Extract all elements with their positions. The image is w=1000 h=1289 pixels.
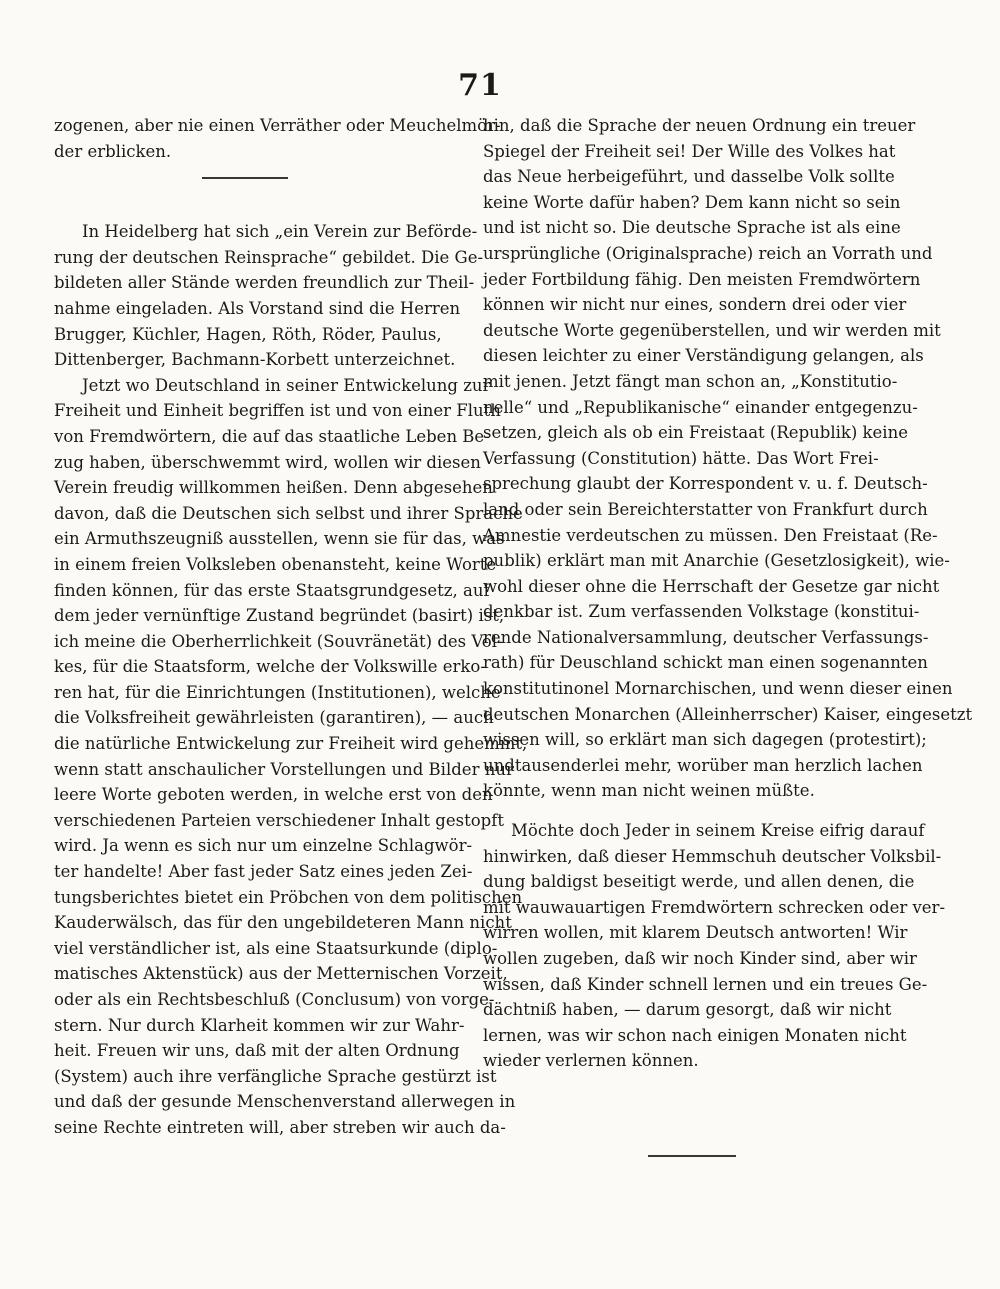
right-p2-line: wieder verlernen können. xyxy=(483,1051,699,1071)
right-p2-line: wirren wollen, mit klarem Deutsch antworten! Wir xyxy=(483,923,908,943)
right-p2-line: wollen zugeben, daß wir noch Kinder sind, aber wir xyxy=(483,949,917,968)
right-p2-line: dächtniß haben, — darum gesorgt, daß wir nicht xyxy=(483,1000,892,1020)
left-p3-line: dem jeder vernünftige Zustand begründet (basirt) ist, xyxy=(54,606,505,626)
left-p1-line: der erblicken. xyxy=(54,141,172,161)
left-p3-line: oder als ein Rechtsbeschluß (Conclusum) von vorge- xyxy=(54,990,495,1009)
right-p1-line: setzen, gleich als ob ein Freistaat (Republik) keine xyxy=(483,423,908,443)
right-p1-line: hin, daß die Sprache der neuen Ordnung ein treuer xyxy=(483,116,916,135)
right-p1-line: Spiegel der Freiheit sei! Der Wille des Volkes hat xyxy=(483,141,896,161)
left-p2-line: rung der deutschen Reinsprache“ gebildet. Die Ge- xyxy=(54,247,484,267)
left-p3-line: Verein freudig willkommen heißen. Denn abgesehen xyxy=(54,478,493,498)
right-p2-line: mit wauwauartigen Fremdwörtern schrecken oder ver- xyxy=(483,897,946,917)
left-paragraph-1 xyxy=(54,113,501,164)
left-p3-line: heit. Freuen wir uns, daß mit der alten Ordnung xyxy=(54,1041,460,1061)
right-p1-line: keine Worte dafür haben? Dem kann nicht so sein xyxy=(483,192,901,212)
left-p3-line: stern. Nur durch Klarheit kommen wir zur Wahr- xyxy=(54,1015,465,1035)
left-p3-line: matisches Aktenstück) aus der Metternischen Vorzeit, xyxy=(54,964,508,984)
right-p2-line: wissen, daß Kinder schnell lernen und ein treues Ge- xyxy=(483,974,928,994)
left-p3-line: verschiedenen Parteien verschiedener Inhalt gestopft xyxy=(54,810,504,830)
right-p1-line: land oder sein Bereichterstatter von Frankfurt durch xyxy=(483,499,928,519)
right-p1-line: deutschen Monarchen (Alleinherrscher) Kaiser, eingesetzt xyxy=(483,704,973,724)
right-p2-line: hinwirken, daß dieser Hemmschuh deutscher Volksbil- xyxy=(483,846,942,866)
right-p1-line: Amnestie verdeutschen zu müssen. Den Freistaat (Re- xyxy=(483,525,938,545)
left-p3-line: ein Armuthszeugniß ausstellen, wenn sie für das, was xyxy=(54,529,505,549)
left-p3-line: in einem freien Volksleben obenansteht, keine Worte xyxy=(54,554,497,574)
left-p2-line: Brugger, Küchler, Hagen, Röth, Röder, Paulus, xyxy=(54,324,442,344)
right-p1-line: können wir nicht nur eines, sondern drei oder vier xyxy=(483,295,907,315)
right-p1-line: könnte, wenn man nicht weinen müßte. xyxy=(483,781,815,801)
left-p3-line: wird. Ja wenn es sich nur um einzelne Schlagwör- xyxy=(54,836,473,856)
right-p1-line: diesen leichter zu einer Verständigung gelangen, als xyxy=(483,346,924,366)
right-p1-line: wissen will, so erklärt man sich dagegen (protestirt); xyxy=(483,730,927,750)
right-p1-line: publik) erklärt man mit Anarchie (Gesetzlosigkeit), wie- xyxy=(483,551,950,571)
right-p1-line: undtausenderlei mehr, worüber man herzlich lachen xyxy=(483,755,923,775)
right-p1-line: rende Nationalversammlung, deutscher Verfassungs- xyxy=(483,627,929,647)
left-p3-line: Jetzt wo Deutschland in seiner Entwickelung zur xyxy=(82,375,491,395)
left-p3-line: ich meine die Oberherrlichkeit (Souvränetät) des Vol- xyxy=(54,631,503,651)
left-p3-line: tungsberichtes bietet ein Pröbchen von dem politischen xyxy=(54,887,523,907)
right-p1-line: Verfassung (Constitution) hätte. Das Wort Frei- xyxy=(483,448,879,468)
left-p2-line: nahme eingeladen. Als Vorstand sind die Herren xyxy=(54,298,461,318)
right-p1-line: das Neue herbeigeführt, und dasselbe Volk sollte xyxy=(483,167,895,187)
left-p3-line: und daß der gesunde Menschenverstand allerwegen in xyxy=(54,1092,516,1112)
page-number: 71 xyxy=(458,68,502,103)
right-p1-line: jeder Fortbildung fähig. Den meisten Fremdwörtern xyxy=(483,269,921,289)
left-p3-line: Kauderwälsch, das für den ungebildeteren Mann nicht xyxy=(54,913,512,933)
left-p3-line: leere Worte geboten werden, in welche erst von den xyxy=(54,785,493,805)
left-p3-line: die natürliche Entwickelung zur Freiheit wird gehemmt, xyxy=(54,734,528,754)
left-paragraph-3 xyxy=(54,373,528,1141)
right-paragraph-1 xyxy=(483,113,973,804)
right-p1-line: mit jenen. Jetzt fängt man schon an, „Konstitutio- xyxy=(483,371,898,391)
left-p1-line: zogenen, aber nie einen Verräther oder Meuchelmör- xyxy=(54,116,501,135)
left-p3-line: kes, für die Staatsform, welche der Volkswille erko- xyxy=(54,657,486,677)
left-p2-line: bildeten aller Stände werden freundlich zur Theil- xyxy=(54,273,475,293)
right-p1-line: konstitutinonel Mornarchischen, und wenn dieser einen xyxy=(483,679,953,699)
left-p3-line: von Fremdwörtern, die auf das staatliche Leben Be- xyxy=(54,426,490,446)
divider-spacing xyxy=(54,179,464,219)
left-p3-line: zug haben, überschwemmt wird, wollen wir diesen xyxy=(54,452,481,472)
left-p2-line: Dittenberger, Bachmann-Korbett unterzeichnet. xyxy=(54,350,456,370)
left-p3-line: wenn statt anschaulicher Vorstellungen und Bilder nur xyxy=(54,759,514,779)
right-p1-line: ursprüngliche (Originalsprache) reich an Vorrath und xyxy=(483,243,933,263)
right-p1-line: sprechung glaubt der Korrespondent v. u. f. Deutsch- xyxy=(483,474,928,494)
left-p3-line: finden können, für das erste Staatsgrundgesetz, auf xyxy=(54,580,490,600)
right-p2-line: dung baldigst beseitigt werde, und allen denen, die xyxy=(483,872,915,892)
left-p3-line: die Volksfreiheit gewährleisten (garantiren), — auch xyxy=(54,708,494,728)
right-p2-line: lernen, was wir schon nach einigen Monaten nicht xyxy=(483,1025,907,1045)
right-p2-line: Möchte doch Jeder in seinem Kreise eifrig darauf xyxy=(511,821,925,841)
end-divider xyxy=(648,1155,736,1157)
left-p3-line: ren hat, für die Einrichtungen (Institutionen), welche xyxy=(54,682,501,702)
right-column xyxy=(483,113,973,1074)
left-p3-line: viel verständlicher ist, als eine Staatsurkunde (diplo- xyxy=(54,938,498,958)
right-paragraph-2 xyxy=(483,818,946,1074)
right-p1-line: deutsche Worte gegenüberstellen, und wir werden mit xyxy=(483,320,941,340)
left-p3-line: davon, daß die Deutschen sich selbst und ihrer Sprache xyxy=(54,503,523,523)
right-p1-line: wohl dieser ohne die Herrschaft der Gesetze gar nicht xyxy=(483,576,940,596)
left-p3-line: seine Rechte eintreten will, aber streben wir auch da- xyxy=(54,1117,506,1137)
left-column xyxy=(54,113,528,1141)
right-p1-line: und ist nicht so. Die deutsche Sprache ist als eine xyxy=(483,218,901,238)
left-p3-line: Freiheit und Einheit begriffen ist und von einer Fluth xyxy=(54,401,501,421)
left-p3-line: ter handelte! Aber fast jeder Satz eines jeden Zei- xyxy=(54,862,473,882)
left-paragraph-2 xyxy=(54,219,484,373)
left-p2-line: In Heidelberg hat sich „ein Verein zur Beförde- xyxy=(82,222,478,242)
left-p3-line: (System) auch ihre verfängliche Sprache gestürzt ist xyxy=(54,1066,497,1086)
right-p1-line: denkbar ist. Zum verfassenden Volkstage (konstitui- xyxy=(483,602,920,622)
right-p1-line: rath) für Deuschland schickt man einen sogenannten xyxy=(483,653,928,673)
right-p1-line: nelle“ und „Republikanische“ einander entgegenzu- xyxy=(483,397,918,417)
